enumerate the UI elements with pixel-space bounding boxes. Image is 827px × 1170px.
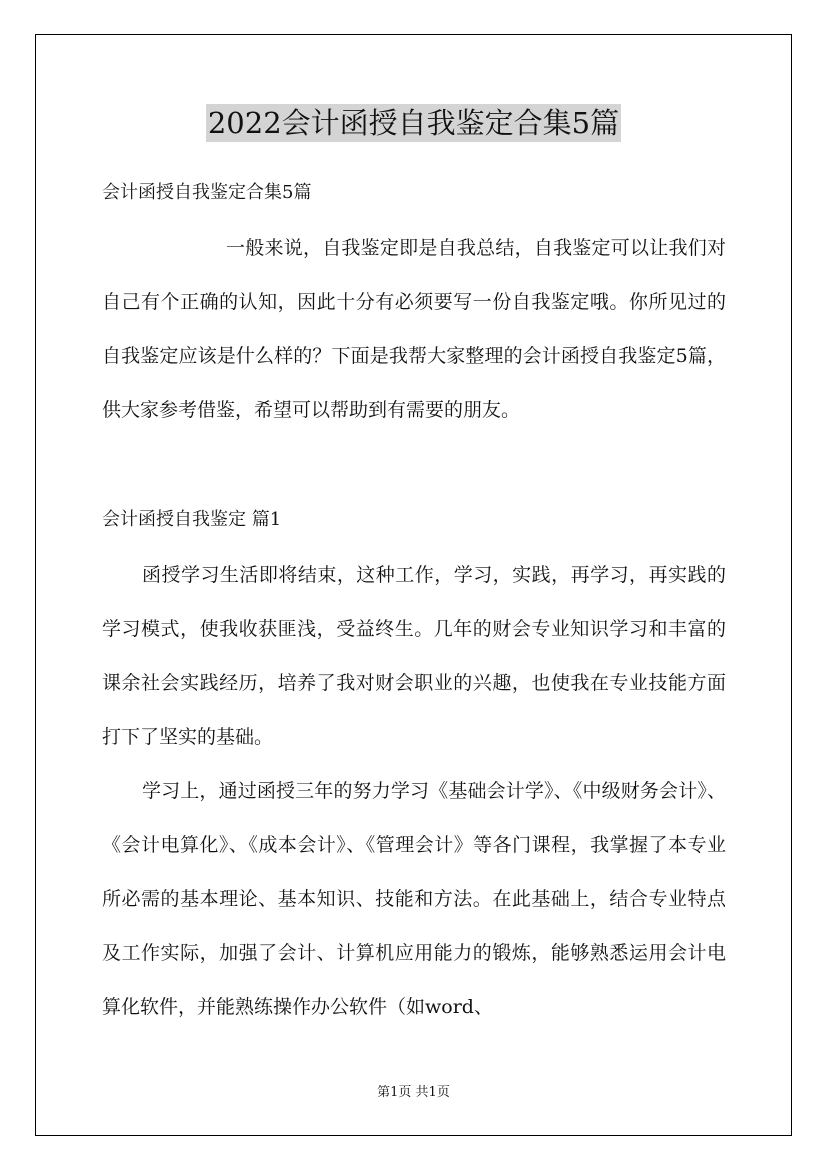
section-heading: 会计函授自我鉴定 篇1 bbox=[102, 509, 282, 530]
document-title: 2022会计函授自我鉴定合集5篇 bbox=[207, 106, 620, 140]
body-paragraph: 函授学习生活即将结束，这种工作，学习，实践，再学习，再实践的学习模式，使我收获匪浅，受益终生。几年的财会专业知识学习和丰富的课余社会实践经历，培养了我对财会职业的兴趣，也使我在专业技能方面打下了坚实的基础。 bbox=[102, 564, 726, 748]
body-paragraph: 学习上，通过函授三年的努力学习《基础会计学》、《中级财务会计》、《会计电算化》、《成本会计》、《管理会计》等各门课程，我掌握了本专业所必需的基本理论、基本知识、技能和方法。在此基础上，结合专业特点及工作实际，加强了会计、计算机应用能力的锻炼，能够熟悉运用会计电算化软件，并能熟练操作办公软件（如word、 bbox=[102, 780, 726, 1018]
intro-paragraph: 一般来说，自我鉴定即是自我总结，自我鉴定可以让我们对自己有个正确的认知，因此十分有必须要写一份自我鉴定哦。你所见过的自我鉴定应该是什么样的？下面是我帮大家整理的会计函授自我鉴定5篇，供大家参考借鉴，希望可以帮助到有需要的朋友。 bbox=[102, 237, 726, 421]
document-subtitle: 会计函授自我鉴定合集5篇 bbox=[102, 182, 312, 203]
page-footer: 第1页 共1页 bbox=[377, 1085, 450, 1100]
title-container bbox=[0, 104, 827, 142]
